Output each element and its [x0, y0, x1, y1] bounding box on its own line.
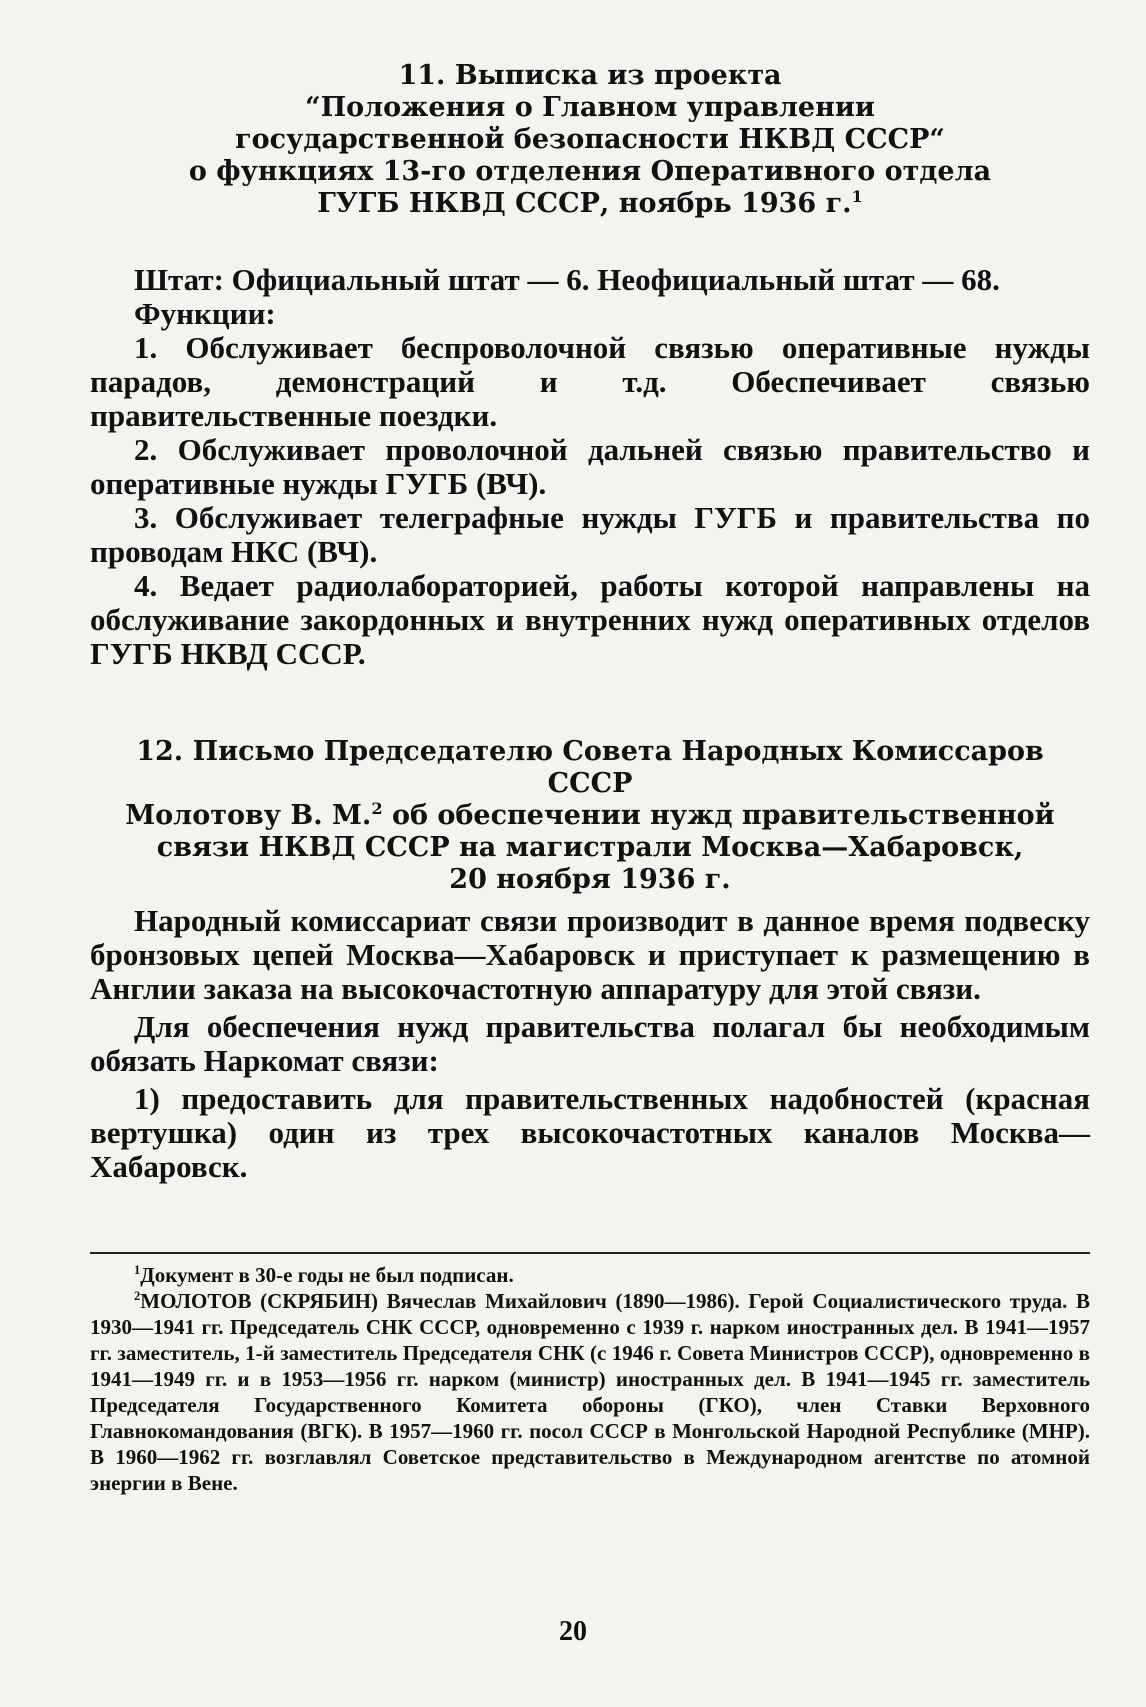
letter-paragraph: 1) предоставить для правительственных надобностей (красная вертушка) один из трех высокочастотных каналов Москва—Хабаровск. [90, 1081, 1090, 1184]
section-12-title-line: 20 ноября 1936 г. [449, 864, 731, 895]
footnote-ref: 1 [851, 187, 863, 206]
footnote [90, 1288, 1090, 1496]
functions-label: Функции: [134, 296, 276, 331]
section-12-title [90, 736, 1090, 896]
footnote-ref: 2 [371, 799, 383, 818]
section-11-title-line: 11. Выписка из проекта [398, 60, 782, 91]
section-11-title-line [90, 188, 1090, 220]
letter-paragraph: Народный комиссариат связи производит в данное время подвеску бронзовых цепей Москва—Хабаровск и приступает к размещению в Англии заказа на высокочастотную аппаратуру для этой связи. [90, 903, 1090, 1006]
section-12-title-line: 12. Письмо Председателю Совета Народных Комиссаров СССР [136, 736, 1044, 799]
letter-paragraph: Для обеспечения нужд правительства полагал бы необходимым обязать Наркомат связи: [90, 1009, 1090, 1078]
section-11-title-line: о функциях 13-го отделения Оперативного отдела [188, 156, 992, 187]
section-12-title-line: связи НКВД СССР на магистрали Москва—Хабаровск, [156, 832, 1024, 863]
footnote-text: Документ в 30-е годы не был подписан. [140, 1263, 514, 1287]
section-11-title-line: “Положения о Главном управлении [305, 92, 875, 123]
function-item: 2. Обслуживает проволочной дальней связью правительство и оперативные нужды ГУГБ (ВЧ). [90, 432, 1090, 501]
function-item: 1. Обслуживает беспроволочной связью оперативные нужды парадов, демонстраций и т.д. Обеспечивает связью правительственные поездки. [90, 330, 1090, 433]
staff-line: Штат: Официальный штат — 6. Неофициальный штат — 68. [134, 262, 1000, 297]
section-12-body [90, 904, 1090, 1184]
section-11-title [90, 60, 1090, 220]
function-item: 4. Ведает радиолабораторией, работы которой направлены на обслуживание закордонных и внутренних нужд оперативных отделов ГУГБ НКВД СССР. [90, 568, 1090, 671]
footnote-marker: 2 [134, 1289, 141, 1303]
footnote-text: МОЛОТОВ (СКРЯБИН) Вячеслав Михайлович (1890—1986). Герой Социалистического труда. В 1930—1941 гг. Председатель СНК СССР, одновременно с 1939 г. нарком иностранных дел. В 1941—1957 гг. заместитель, 1-й заместитель Председателя СНК (с 1946 г. Совета Министров СССР), одновременно в 1941—1949 гг. и в 1953—1956 гг. нарком (министр) иностранных дел. В 1941—1945 гг. заместитель Председателя Государственного Комитета обороны (ГКО), член Ставки Верховного Главнокомандования (ВГК). В 1957—1960 гг. посол СССР в Монгольской Народной Республике (МНР). В 1960—1962 гг. возглавлял Советское представительство в Международном агентстве по атомной энергии в Вене. [90, 1289, 1090, 1495]
function-item: 3. Обслуживает телеграфные нужды ГУГБ и правительства по проводам НКС (ВЧ). [90, 500, 1090, 569]
section-12-title-name: Молотову В. М. [125, 800, 372, 831]
footnote [90, 1262, 1090, 1288]
section-11-body [90, 263, 1090, 671]
section-11-title-last: ГУГБ НКВД СССР, ноябрь 1936 г. [317, 188, 852, 219]
section-12-title-line [90, 800, 1090, 832]
footnote-divider [90, 1252, 1090, 1254]
footnote-marker: 1 [134, 1263, 141, 1277]
page-number: 20 [559, 1616, 587, 1647]
section-12-title-rest: об обеспечении нужд правительственной [382, 800, 1055, 831]
footnotes [90, 1262, 1090, 1496]
section-11-title-line: государственной безопасности НКВД СССР“ [235, 124, 945, 155]
